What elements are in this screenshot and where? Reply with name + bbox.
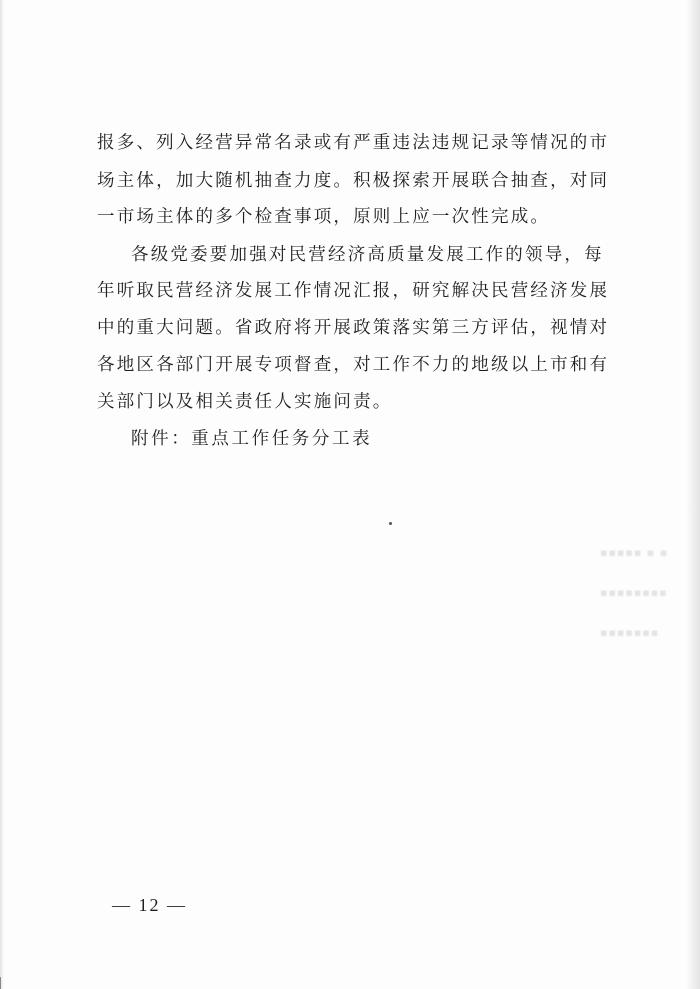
scan-edge-right <box>686 0 700 989</box>
paragraph-2-line-5: 关部门以及相关责任人实施问责。 <box>97 392 393 412</box>
page-number: — 12 — <box>112 895 187 915</box>
scan-corner-mark <box>0 977 9 989</box>
bleed-through-mark: ▪▪▪▪▪▪▪▪ <box>600 586 668 599</box>
stray-mark <box>389 522 392 525</box>
paragraph-2-line-2: 年听取民营经济发展工作情况汇报，研究解决民营经济发展 <box>97 281 610 301</box>
paragraph-1-line-2: 场主体，加大随机抽查力度。积极探索开展联合抽查，对同 <box>97 171 610 191</box>
paragraph-1-line-3: 一市场主体的多个检查事项，原则上应一次性完成。 <box>97 207 551 227</box>
paragraph-2-line-4: 各地区各部门开展专项督查，对工作不力的地级以上市和有 <box>97 355 610 375</box>
attachment-line: 附件：重点工作任务分工表 <box>131 429 373 449</box>
bleed-through-mark: ▪▪▪▪▪▪▪ <box>600 626 660 639</box>
scan-edge-left <box>0 0 4 989</box>
bleed-through-mark: ▪▪▪▪▪ ▪ ▪ <box>600 546 669 559</box>
paragraph-1-line-1: 报多、列入经营异常名录或有严重违法违规记录等情况的市 <box>97 133 610 153</box>
paragraph-2-line-1: 各级党委要加强对民营经济高质量发展工作的领导，每 <box>131 245 604 265</box>
paragraph-2-line-3: 中的重大问题。省政府将开展政策落实第三方评估，视情对 <box>97 318 610 338</box>
